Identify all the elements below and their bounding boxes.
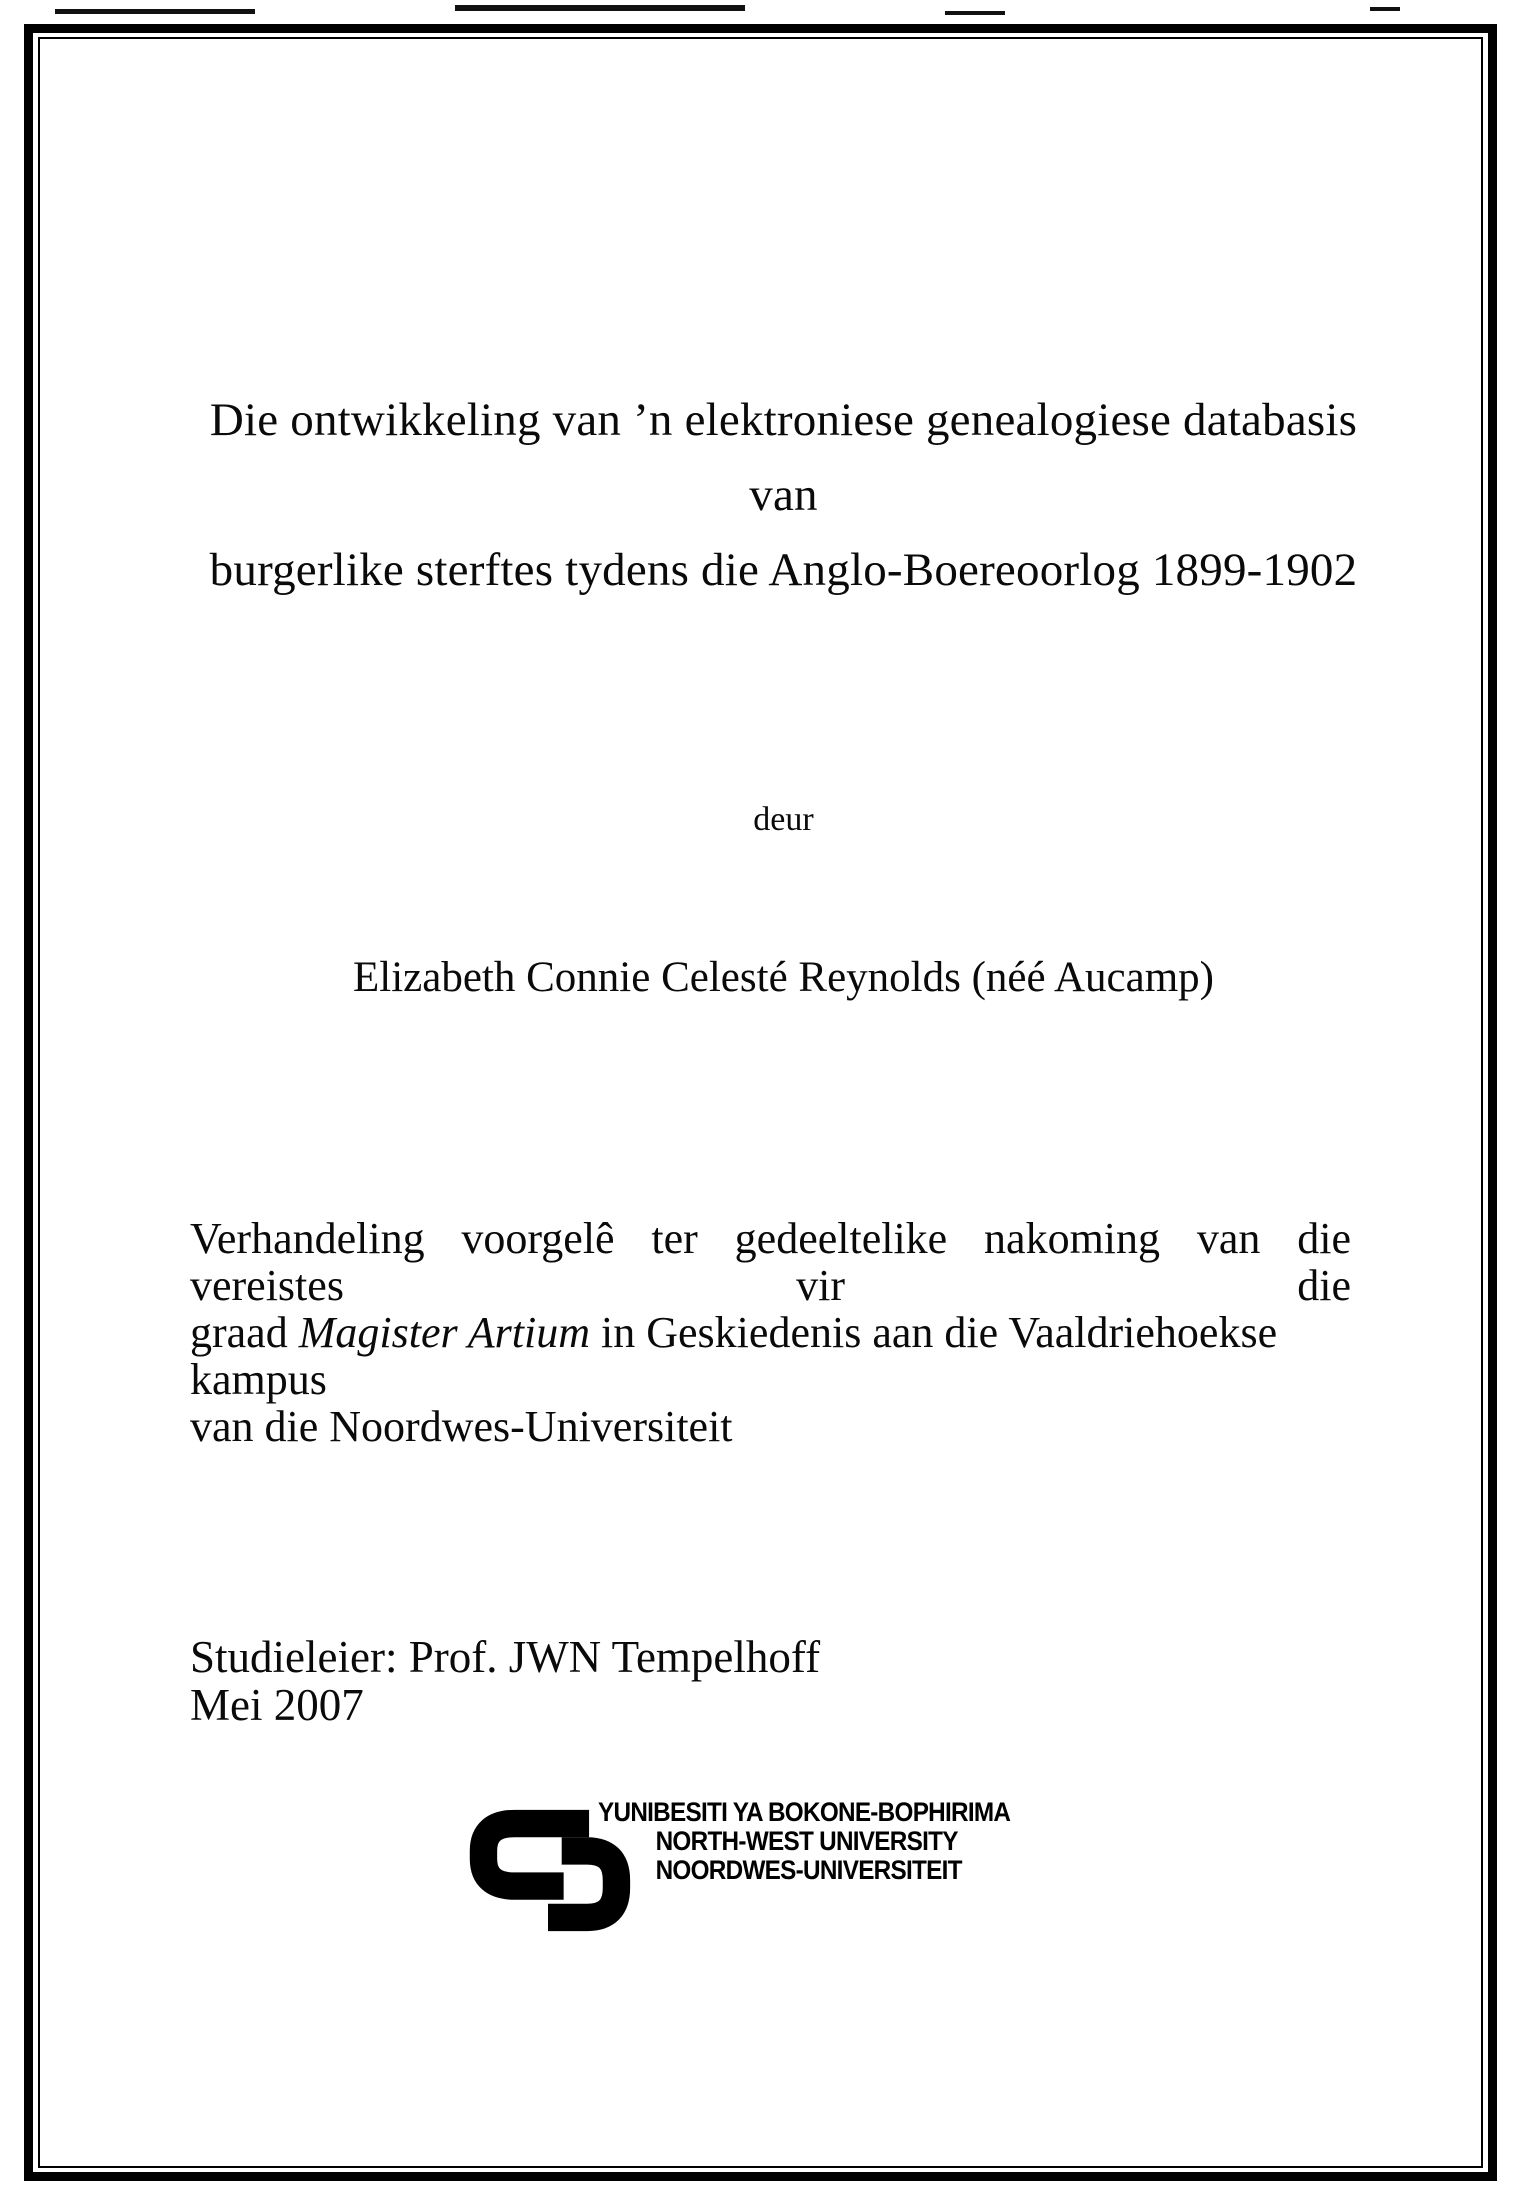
scan-artifact (455, 5, 745, 11)
degree-statement-line-2-pre: graad (190, 1308, 299, 1357)
date-line: Mei 2007 (190, 1680, 364, 1730)
university-logo-line-3: NOORDWES-UNIVERSITEIT (655, 1855, 962, 1885)
university-logo-text (598, 1798, 1010, 1885)
supervisor-block (190, 1633, 820, 1729)
degree-statement-line-3: van die Noordwes-Universiteit (190, 1402, 733, 1451)
supervisor-line: Studieleier: Prof. JWN Tempelhoff (190, 1632, 821, 1682)
scan-artifact (55, 9, 255, 14)
degree-statement-line-1: Verhandeling voorgelê ter gedeeltelike nakoming van die vereistes vir die (190, 1214, 1351, 1310)
university-logo-line-2: NORTH-WEST UNIVERSITY (655, 1826, 958, 1856)
degree-statement-line-2-post: in Geskiedenis aan die Vaaldriehoekse kampus (190, 1308, 1278, 1404)
degree-statement-line-2 (190, 1309, 1351, 1403)
university-logo-line-1: YUNIBESITI YA BOKONE-BOPHIRIMA (598, 1797, 1011, 1827)
scan-artifact (1370, 7, 1400, 11)
degree-name-italic: Magister Artium (298, 1308, 591, 1357)
university-logo (460, 1798, 1110, 1938)
document-title-line-2: burgerlike sterftes tydens die Anglo-Boereoorlog 1899-1902 (209, 544, 1358, 596)
author-name: Elizabeth Connie Celesté Reynolds (néé Aucamp) (353, 954, 1214, 1001)
byline-label: deur (753, 801, 814, 838)
document-title-line-1: Die ontwikkeling van ’n elektroniese genealogiese databasis van (209, 394, 1358, 521)
degree-statement (190, 1215, 1351, 1450)
document-title (170, 383, 1397, 608)
scan-artifact (945, 11, 1005, 15)
